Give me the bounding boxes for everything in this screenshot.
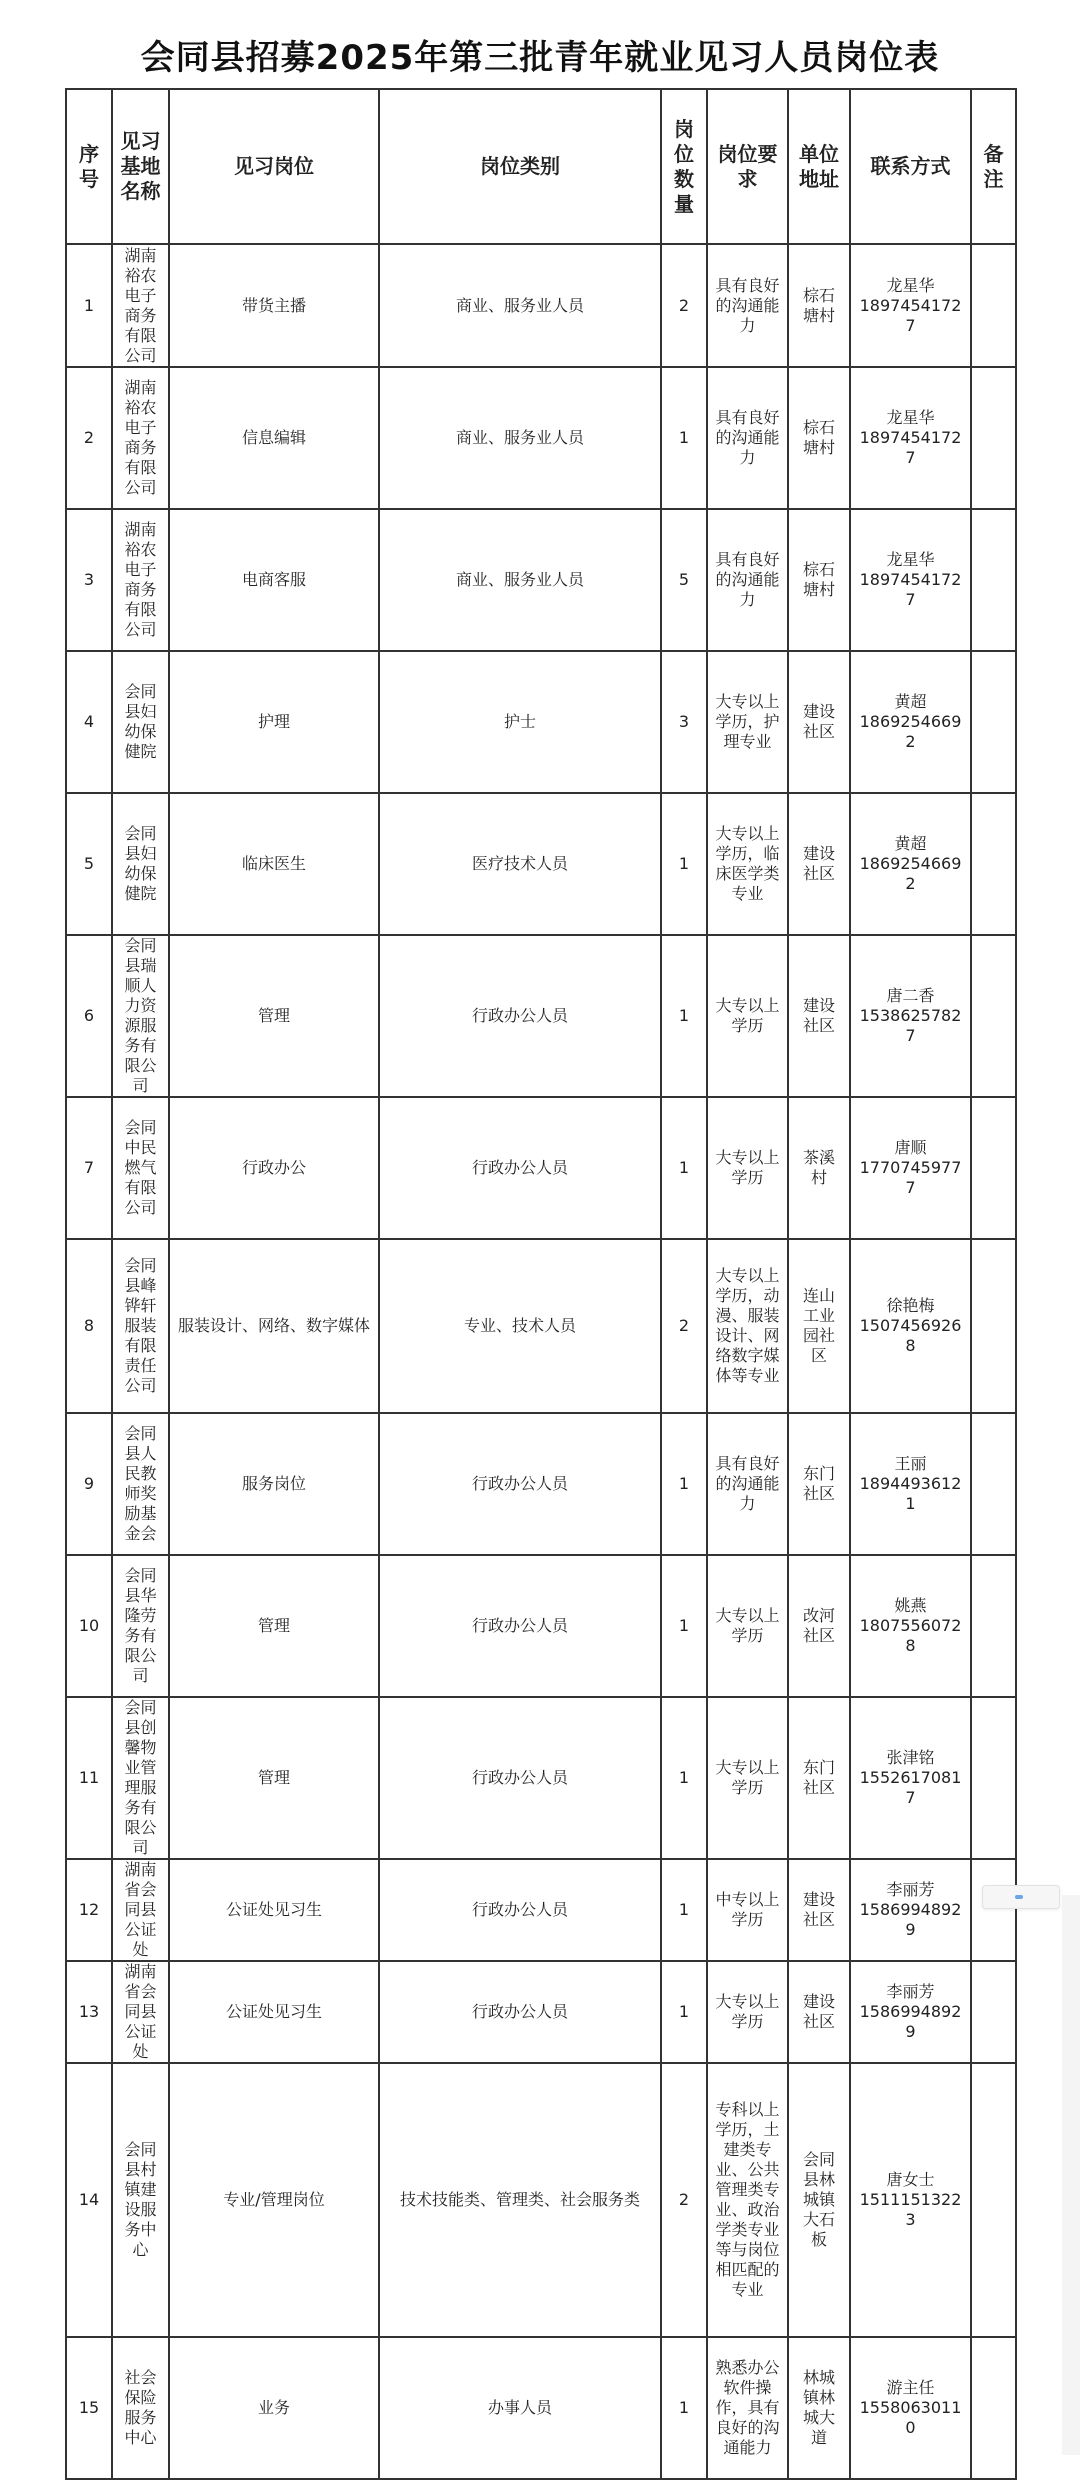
cell-category: 医疗技术人员: [379, 793, 661, 935]
cell-contact: [850, 1555, 971, 1697]
header-contact: 联系方式: [850, 89, 971, 244]
cell-category: 行政办公人员: [379, 1555, 661, 1697]
contact-name: 唐女士: [886, 2170, 935, 2189]
contact-phone: 15580630110: [859, 2398, 962, 2437]
cell-category: 专业、技术人员: [379, 1239, 661, 1413]
table-row: [66, 651, 1016, 793]
cell-note: [971, 1239, 1016, 1413]
contact-name: 龙星华: [886, 275, 935, 295]
cell-category: 行政办公人员: [379, 1097, 661, 1239]
contact-name: 黄超: [894, 692, 927, 711]
cell-note: [971, 367, 1016, 509]
cell-note: [971, 1413, 1016, 1555]
cell-post: 管理: [169, 1697, 379, 1859]
cell-contact: [850, 1239, 971, 1413]
cell-seq: 3: [66, 509, 112, 651]
cell-addr: 棕石塘村: [788, 509, 850, 651]
table-row: [66, 2337, 1016, 2479]
cell-post: 专业/管理岗位: [169, 2063, 379, 2337]
cell-addr: 东门社区: [788, 1697, 850, 1859]
cell-seq: 1: [66, 244, 112, 367]
cell-base: 湖南裕农电子商务有限公司: [112, 367, 169, 509]
contact-name: 徐艳梅: [886, 1296, 935, 1315]
cell-category: 技术技能类、管理类、社会服务类: [379, 2063, 661, 2337]
cell-post: 服务岗位: [169, 1413, 379, 1555]
cell-category: 护士: [379, 651, 661, 793]
cell-req: 大专以上学历: [707, 1961, 788, 2063]
cell-addr: 茶溪村: [788, 1097, 850, 1239]
cell-base: 湖南裕农电子商务有限公司: [112, 509, 169, 651]
contact-phone: 15869948929: [859, 2002, 962, 2041]
cell-count: 1: [661, 1961, 707, 2063]
contact-name: 唐顺: [894, 1138, 927, 1157]
cell-category: 商业、服务业人员: [379, 244, 661, 367]
cell-addr: 建设社区: [788, 935, 850, 1097]
cell-base: 湖南裕农电子商务有限公司: [112, 244, 169, 367]
cell-count: 2: [661, 244, 707, 367]
floating-widget[interactable]: [982, 1885, 1060, 1909]
widget-indicator-icon: [1015, 1895, 1023, 1899]
cell-contact: [850, 935, 971, 1097]
cell-base: 会同县妇幼保健院: [112, 793, 169, 935]
cell-category: 商业、服务业人员: [379, 509, 661, 651]
header-post: 见习岗位: [169, 89, 379, 244]
cell-req: 熟悉办公软件操作，具有良好的沟通能力: [707, 2337, 788, 2479]
cell-count: 1: [661, 1859, 707, 1961]
cell-count: 1: [661, 1413, 707, 1555]
cell-count: 3: [661, 651, 707, 793]
cell-addr: 东门社区: [788, 1413, 850, 1555]
cell-contact: [850, 244, 971, 367]
contact-name: 龙星华: [886, 408, 935, 427]
cell-contact: [850, 2063, 971, 2337]
cell-seq: 7: [66, 1097, 112, 1239]
cell-req: 专科以上学历，土建类专业、公共管理类专业、政治学类专业等与岗位相匹配的专业: [707, 2063, 788, 2337]
cell-note: [971, 1961, 1016, 2063]
cell-note: [971, 2063, 1016, 2337]
table-row: [66, 793, 1016, 935]
cell-note: [971, 1697, 1016, 1859]
table-row: [66, 509, 1016, 651]
cell-count: 2: [661, 1239, 707, 1413]
cell-req: 具有良好的沟通能力: [707, 244, 788, 367]
contact-phone: 17707459777: [859, 1158, 962, 1197]
cell-req: 大专以上学历: [707, 935, 788, 1097]
cell-count: 2: [661, 2063, 707, 2337]
cell-req: 大专以上学历: [707, 1097, 788, 1239]
cell-post: 护理: [169, 651, 379, 793]
table-row: [66, 367, 1016, 509]
table-row: [66, 1097, 1016, 1239]
cell-seq: 2: [66, 367, 112, 509]
positions-table: [65, 88, 1017, 2480]
cell-req: 大专以上学历: [707, 1697, 788, 1859]
cell-seq: 15: [66, 2337, 112, 2479]
table-row: [66, 935, 1016, 1097]
cell-req: 大专以上学历，动漫、服装设计、网络数字媒体等专业: [707, 1239, 788, 1413]
cell-base: 会同中民燃气有限公司: [112, 1097, 169, 1239]
contact-name: 游主任: [886, 2378, 935, 2397]
table-row: [66, 1555, 1016, 1697]
contact-phone: 18692546692: [859, 854, 962, 893]
cell-note: [971, 1097, 1016, 1239]
contact-phone: 15074569268: [859, 1316, 962, 1355]
cell-base: 湖南省会同县公证处: [112, 1961, 169, 2063]
cell-note: [971, 509, 1016, 651]
cell-contact: [850, 1859, 971, 1961]
cell-base: 会同县峰铧轩服装有限责任公司: [112, 1239, 169, 1413]
cell-base: 会同县创馨物业管理服务有限公司: [112, 1697, 169, 1859]
contact-name: 张津铭: [886, 1748, 935, 1767]
contact-phone: 18692546692: [859, 712, 962, 751]
table-row: [66, 1961, 1016, 2063]
header-seq: 序号: [66, 89, 112, 244]
cell-addr: 建设社区: [788, 1961, 850, 2063]
cell-base: 社会保险服务中心: [112, 2337, 169, 2479]
cell-contact: [850, 651, 971, 793]
contact-name: 姚燕: [894, 1596, 927, 1615]
cell-note: [971, 244, 1016, 367]
contact-name: 黄超: [894, 834, 927, 853]
cell-category: 办事人员: [379, 2337, 661, 2479]
cell-note: [971, 935, 1016, 1097]
cell-category: 商业、服务业人员: [379, 367, 661, 509]
cell-req: 中专以上学历: [707, 1859, 788, 1961]
contact-phone: 15386257827: [859, 1006, 962, 1045]
cell-base: 会同县人民教师奖励基金会: [112, 1413, 169, 1555]
cell-addr: 棕石塘村: [788, 244, 850, 367]
contact-phone: 15111513223: [859, 2190, 962, 2229]
cell-seq: 4: [66, 651, 112, 793]
cell-addr: 建设社区: [788, 793, 850, 935]
cell-post: 信息编辑: [169, 367, 379, 509]
cell-count: 5: [661, 509, 707, 651]
table-row: [66, 1859, 1016, 1961]
cell-category: 行政办公人员: [379, 1859, 661, 1961]
contact-name: 唐二香: [886, 986, 935, 1005]
cell-seq: 12: [66, 1859, 112, 1961]
cell-addr: 棕石塘村: [788, 367, 850, 509]
table-row: [66, 244, 1016, 367]
cell-base: 会同县华隆劳务有限公司: [112, 1555, 169, 1697]
header-req: 岗位要求: [707, 89, 788, 244]
cell-category: 行政办公人员: [379, 1697, 661, 1859]
cell-seq: 11: [66, 1697, 112, 1859]
table-header-row: [66, 89, 1016, 244]
cell-note: [971, 2337, 1016, 2479]
cell-post: 业务: [169, 2337, 379, 2479]
table-row: [66, 1239, 1016, 1413]
contact-phone: 18974541727: [859, 570, 962, 609]
cell-base: 会同县瑞顺人力资源服务有限公司: [112, 935, 169, 1097]
cell-note: [971, 793, 1016, 935]
header-count: 岗位数量: [661, 89, 707, 244]
cell-base: 会同县村镇建设服务中心: [112, 2063, 169, 2337]
cell-contact: [850, 1697, 971, 1859]
cell-note: [971, 1859, 1016, 1961]
contact-phone: 18974541727: [859, 295, 962, 335]
contact-name: 王丽: [894, 1454, 927, 1473]
cell-category: 行政办公人员: [379, 1961, 661, 2063]
cell-contact: [850, 367, 971, 509]
cell-addr: 林城镇林城大道: [788, 2337, 850, 2479]
contact-phone: 15869948929: [859, 1900, 962, 1939]
header-addr: 单位地址: [788, 89, 850, 244]
cell-count: 1: [661, 935, 707, 1097]
cell-req: 大专以上学历: [707, 1555, 788, 1697]
cell-req: 具有良好的沟通能力: [707, 1413, 788, 1555]
cell-contact: [850, 793, 971, 935]
contact-phone: 15526170817: [859, 1768, 962, 1807]
cell-base: 湖南省会同县公证处: [112, 1859, 169, 1961]
cell-seq: 10: [66, 1555, 112, 1697]
cell-seq: 5: [66, 793, 112, 935]
cell-seq: 14: [66, 2063, 112, 2337]
cell-req: 大专以上学历，护理专业: [707, 651, 788, 793]
cell-req: 具有良好的沟通能力: [707, 367, 788, 509]
cell-post: 公证处见习生: [169, 1961, 379, 2063]
edge-panel: [1062, 1895, 1080, 2455]
cell-seq: 13: [66, 1961, 112, 2063]
cell-note: [971, 1555, 1016, 1697]
cell-count: 1: [661, 1097, 707, 1239]
cell-count: 1: [661, 1555, 707, 1697]
cell-post: 管理: [169, 1555, 379, 1697]
cell-post: 临床医生: [169, 793, 379, 935]
header-category: 岗位类别: [379, 89, 661, 244]
cell-req: 大专以上学历，临床医学类专业: [707, 793, 788, 935]
cell-post: 服装设计、网络、数字媒体: [169, 1239, 379, 1413]
contact-name: 李丽芳: [886, 1880, 935, 1899]
cell-contact: [850, 1961, 971, 2063]
cell-category: 行政办公人员: [379, 935, 661, 1097]
contact-name: 李丽芳: [886, 1982, 935, 2001]
cell-count: 1: [661, 1697, 707, 1859]
cell-addr: 建设社区: [788, 1859, 850, 1961]
cell-seq: 9: [66, 1413, 112, 1555]
cell-addr: 连山工业园社区: [788, 1239, 850, 1413]
table-row: [66, 2063, 1016, 2337]
table-row: [66, 1413, 1016, 1555]
cell-seq: 8: [66, 1239, 112, 1413]
cell-post: 公证处见习生: [169, 1859, 379, 1961]
cell-contact: [850, 1413, 971, 1555]
page-title: 会同县招募2025年第三批青年就业见习人员岗位表: [140, 38, 940, 78]
cell-post: 电商客服: [169, 509, 379, 651]
cell-post: 行政办公: [169, 1097, 379, 1239]
contact-phone: 18974541727: [859, 428, 962, 467]
cell-post: 带货主播: [169, 244, 379, 367]
cell-seq: 6: [66, 935, 112, 1097]
cell-note: [971, 651, 1016, 793]
cell-category: 行政办公人员: [379, 1413, 661, 1555]
cell-addr: 建设社区: [788, 651, 850, 793]
header-base: 见习基地名称: [112, 89, 169, 244]
contact-phone: 18075560728: [859, 1616, 962, 1655]
cell-contact: [850, 2337, 971, 2479]
cell-contact: [850, 509, 971, 651]
cell-contact: [850, 1097, 971, 1239]
cell-count: 1: [661, 2337, 707, 2479]
cell-base: 会同县妇幼保健院: [112, 651, 169, 793]
contact-phone: 18944936121: [859, 1474, 962, 1513]
contact-name: 龙星华: [886, 550, 935, 569]
cell-addr: 会同县林城镇大石板: [788, 2063, 850, 2337]
cell-count: 1: [661, 367, 707, 509]
cell-req: 具有良好的沟通能力: [707, 509, 788, 651]
cell-count: 1: [661, 793, 707, 935]
table-row: [66, 1697, 1016, 1859]
cell-addr: 改河社区: [788, 1555, 850, 1697]
cell-post: 管理: [169, 935, 379, 1097]
header-note: 备注: [971, 89, 1016, 244]
